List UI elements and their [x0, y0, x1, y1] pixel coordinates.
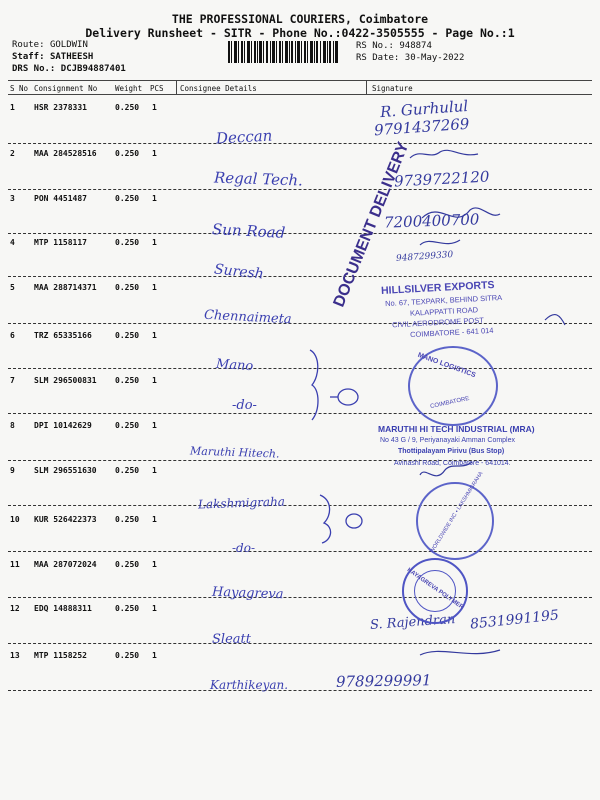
hayagreva-stamp: [402, 558, 468, 624]
handwritten-consignee: Deccan: [215, 126, 273, 148]
row-sno: 10: [10, 515, 20, 524]
handwritten-consignee: Chennaimeta: [203, 307, 293, 328]
signature-text: R. Gurhulul: [379, 96, 469, 122]
mano-logistics-stamp: [408, 346, 498, 426]
route-label: Route:: [12, 40, 45, 50]
column-header-consignment: Consignment No: [34, 84, 98, 93]
table-top-rule: [8, 80, 592, 81]
handwritten-consignee: Sun Road: [211, 220, 286, 242]
row-consignment: KUR 526422373: [34, 515, 97, 524]
row-consignment: DPI 10142629: [34, 421, 92, 430]
row-consignment: MTP 1158252: [34, 651, 87, 660]
row-weight: 0.250: [115, 421, 140, 430]
maruthi-stamp-address: No 43 G / 9, Periyanayaki Amman Complex: [380, 437, 516, 444]
row-consignment: TRZ 65335166: [34, 331, 92, 340]
row-pcs: 1: [152, 421, 157, 430]
signature-text: 8531991195: [469, 607, 560, 633]
maruthi-stamp-city: Avinashi Road, Coimbatore - 641014.: [394, 460, 511, 467]
lakshmigraha-stamp-text: WORLDWIDE INC • LAKSHMIGRAHA: [429, 470, 485, 555]
row-sno: 13: [10, 651, 20, 660]
staff-field: [12, 52, 93, 62]
signature-text: S. Rajendran: [369, 612, 456, 633]
hillsilver-stamp-city: COIMBATORE - 641 014: [409, 325, 494, 340]
handwritten-consignee: Lakshmigraha: [197, 494, 286, 512]
row-pcs: 1: [152, 651, 157, 660]
row-consignment: MAA 284528516: [34, 149, 97, 158]
row-sno: 6: [10, 331, 15, 340]
handwritten-consignee: Regal Tech.: [213, 168, 304, 190]
row-pcs: 1: [152, 515, 157, 524]
column-header-sno: S No: [10, 84, 29, 93]
hillsilver-stamp-address: No. 67, TEXPARK, BEHIND SITRA: [384, 292, 503, 309]
row-consignment: HSR 2378331: [34, 103, 87, 112]
rs-date-value: 30-May-2022: [404, 53, 465, 63]
hillsilver-stamp-road: KALAPPATTI ROAD: [409, 305, 479, 318]
staff-value: SATHEESH: [49, 52, 94, 62]
row-weight: 0.250: [115, 149, 140, 158]
signature-text: 7200400700: [383, 210, 480, 232]
row-consignment: EDQ 14888311: [34, 604, 92, 613]
column-header-signature: Signature: [372, 84, 413, 93]
row-sno: 3: [10, 194, 15, 203]
row-weight: 0.250: [115, 651, 140, 660]
row-consignment: SLM 296500831: [34, 376, 97, 385]
hillsilver-stamp-post: CIVIL AERODROME POST: [391, 315, 485, 330]
drs-field: [12, 64, 126, 74]
row-weight: 0.250: [115, 238, 140, 247]
rs-date-label: RS Date:: [356, 53, 400, 63]
row-weight: 0.250: [115, 283, 140, 292]
signature-text: 9791437269: [373, 114, 470, 140]
row-weight: 0.250: [115, 103, 140, 112]
hayagreva-stamp-text: HAYAGREVA POLYMER: [405, 567, 465, 611]
row-sno: 5: [10, 283, 15, 292]
route-value: GOLDWIN: [49, 40, 88, 50]
maruthi-stamp-name: MARUTHI HI TECH INDUSTRIAL (MRA): [378, 424, 535, 434]
row-sno: 8: [10, 421, 15, 430]
row-sno: 9: [10, 466, 15, 475]
handwritten-consignee: Mano: [215, 356, 254, 375]
row-weight: 0.250: [115, 331, 140, 340]
signature-text: 9739722120: [393, 167, 490, 191]
handwritten-consignee: -do-: [232, 541, 256, 555]
row-sno: 11: [10, 560, 20, 569]
column-header-consignee: Consignee Details: [180, 84, 257, 93]
rs-no-field: [356, 41, 432, 51]
row-consignment: MAA 288714371: [34, 283, 97, 292]
row-consignment: SLM 296551630: [34, 466, 97, 475]
row-pcs: 1: [152, 604, 157, 613]
hillsilver-stamp-name: HILLSILVER EXPORTS: [380, 279, 495, 297]
column-header-weight: Weight: [115, 84, 143, 93]
row-sno: 2: [10, 149, 15, 158]
row-pcs: 1: [152, 331, 157, 340]
row-weight: 0.250: [115, 515, 140, 524]
row-sno: 7: [10, 376, 15, 385]
row-weight: 0.250: [115, 604, 140, 613]
row-pcs: 1: [152, 560, 157, 569]
row-pcs: 1: [152, 466, 157, 475]
row-sno: 4: [10, 238, 15, 247]
rs-no-label: RS No.:: [356, 41, 394, 51]
lakshmigraha-stamp: [416, 470, 494, 560]
bracket-marks: [290, 345, 370, 545]
handwritten-consignee: Karthikeyan.: [210, 678, 289, 692]
mano-stamp-city: COIMBATORE: [429, 395, 470, 411]
row-pcs: 1: [152, 283, 157, 292]
runsheet-subtitle: Delivery Runsheet - SITR - Phone No.:0422-3505555 - Page No.:1: [85, 26, 515, 40]
barcode: [228, 41, 338, 63]
row-consignment: MTP 1158117: [34, 238, 87, 247]
staff-label: Staff:: [12, 52, 45, 62]
handwritten-consignee: Sleatt: [212, 632, 251, 647]
column-divider-signature: [366, 80, 367, 94]
page-title: THE PROFESSIONAL COURIERS, Coimbatore: [171, 12, 429, 26]
row-consignment: MAA 287072024: [34, 560, 97, 569]
column-header-pcs: PCS: [150, 84, 164, 93]
row-pcs: 1: [152, 376, 157, 385]
row-sno: 12: [10, 604, 20, 613]
row-pcs: 1: [152, 149, 157, 158]
handwritten-consignee: Suresh: [213, 261, 265, 283]
row-pcs: 1: [152, 238, 157, 247]
handwritten-consignee: Maruthi Hitech.: [189, 444, 280, 461]
row-sno: 1: [10, 103, 15, 112]
row-consignment: PON 4451487: [34, 194, 87, 203]
row-weight: 0.250: [115, 466, 140, 475]
document-delivery-stamp: DOCUMENT DELIVERY: [330, 139, 413, 310]
rs-date-field: [356, 53, 464, 63]
row-weight: 0.250: [115, 194, 140, 203]
drs-value: DCJB94887401: [60, 64, 126, 74]
rs-no-value: 948874: [399, 41, 432, 51]
route-field: [12, 40, 88, 50]
signature-text: 9789299991: [335, 671, 432, 691]
row-pcs: 1: [152, 103, 157, 112]
table-header-rule: [8, 94, 592, 95]
maruthi-stamp-landmark: Thottipalayam Pirivu (Bus Stop): [398, 448, 505, 455]
handwritten-consignee: -do-: [232, 398, 257, 413]
column-divider-consignee: [176, 80, 177, 94]
handwritten-consignee: Hayagreva: [211, 584, 284, 603]
signature-text: 9487299330: [395, 250, 454, 264]
drs-label: DRS No.:: [12, 64, 56, 74]
mano-stamp-name: MANO LOGISTICS: [416, 351, 477, 380]
row-weight: 0.250: [115, 560, 140, 569]
row-weight: 0.250: [115, 376, 140, 385]
row-pcs: 1: [152, 194, 157, 203]
